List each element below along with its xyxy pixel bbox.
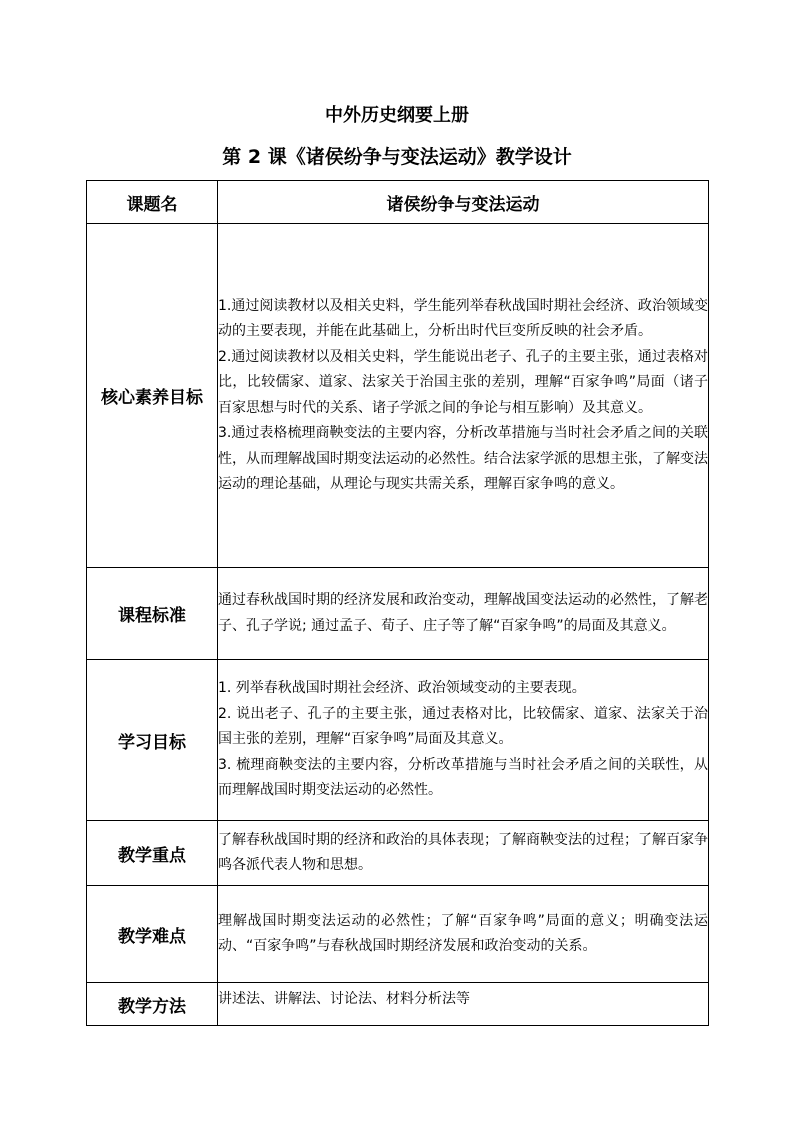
core-goal-item: 1.通过阅读教材以及相关史料，学生能列举春秋战国时期社会经济、政治领域变动的主要表现，并能在此基础上，分析出时代巨变所反映的社会矛盾。	[218, 297, 708, 339]
learning-objectives-label: 学习目标	[87, 660, 218, 821]
table-row-curriculum-standard	[87, 568, 709, 660]
lesson-title: 第 2 课《诸侯纷争与变法运动》教学设计	[222, 146, 572, 168]
difficult-points-label: 教学难点	[87, 886, 218, 983]
learning-objective-item: 2. 说出老子、孔子的主要主张，通过表格对比，比较儒家、道家、法家关于治国主张的差别，理解“百家争鸣”局面及其意义。	[218, 705, 708, 748]
key-points-content: 了解春秋战国时期的经济和政治的具体表现；了解商鞅变法的过程；了解百家争鸣各派代表人物和思想。	[218, 821, 709, 886]
topic-value: 诸侯纷争与变法运动	[218, 181, 709, 224]
table-row-header	[87, 181, 709, 224]
learning-objectives-content	[218, 660, 709, 821]
table-row-key-points	[87, 821, 709, 886]
difficult-points-content: 理解战国时期变法运动的必然性；了解“百家争鸣”局面的意义；明确变法运动、“百家争鸣”与春秋战国时期经济发展和政治变动的关系。	[218, 886, 709, 983]
table-row-methods	[87, 983, 709, 1026]
key-points-label: 教学重点	[87, 821, 218, 886]
curriculum-standard-content: 通过春秋战国时期的经济发展和政治变动，理解战国变法运动的必然性，了解老子、孔子学说; 通过孟子、荀子、庄子等了解“百家争鸣”的局面及其意义。	[218, 568, 709, 660]
core-goals-content	[218, 224, 709, 568]
curriculum-standard-label: 课程标准	[87, 568, 218, 660]
methods-label: 教学方法	[87, 983, 218, 1026]
table-row-difficult-points	[87, 886, 709, 983]
learning-objective-item: 3. 梳理商鞅变法的主要内容，分析改革措施与当时社会矛盾之间的关联性，从而理解战国时期变法运动的必然性。	[218, 756, 708, 799]
book-title: 中外历史纲要上册	[325, 105, 469, 126]
table-row-learning-objectives	[87, 660, 709, 821]
core-goals-label: 核心素养目标	[87, 224, 218, 568]
learning-objective-item: 1. 列举春秋战国时期社会经济、政治领域变动的主要表现。	[218, 680, 586, 697]
lesson-plan-table	[86, 180, 709, 1026]
methods-content: 讲述法、讲解法、讨论法、材料分析法等	[218, 983, 709, 1026]
topic-label: 课题名	[87, 181, 218, 224]
core-goal-item: 3.通过表格梳理商鞅变法的主要内容，分析改革措施与当时社会矛盾之间的关联性，从而理解战国时期变法运动的必然性。结合法家学派的思想主张，了解变法运动的理论基础，从理论与现实共需关系，理解百家争鸣的意义。	[218, 425, 708, 492]
core-goal-item: 2.通过阅读教材以及相关史料，学生能说出老子、孔子的主要主张，通过表格对比，比较儒家、道家、法家关于治国主张的差别，理解“百家争鸣”局面（诸子百家思想与时代的关系、诸子学派之间的争论与相互影响）及其意义。	[218, 348, 708, 416]
table-row-core-goals	[87, 224, 709, 568]
